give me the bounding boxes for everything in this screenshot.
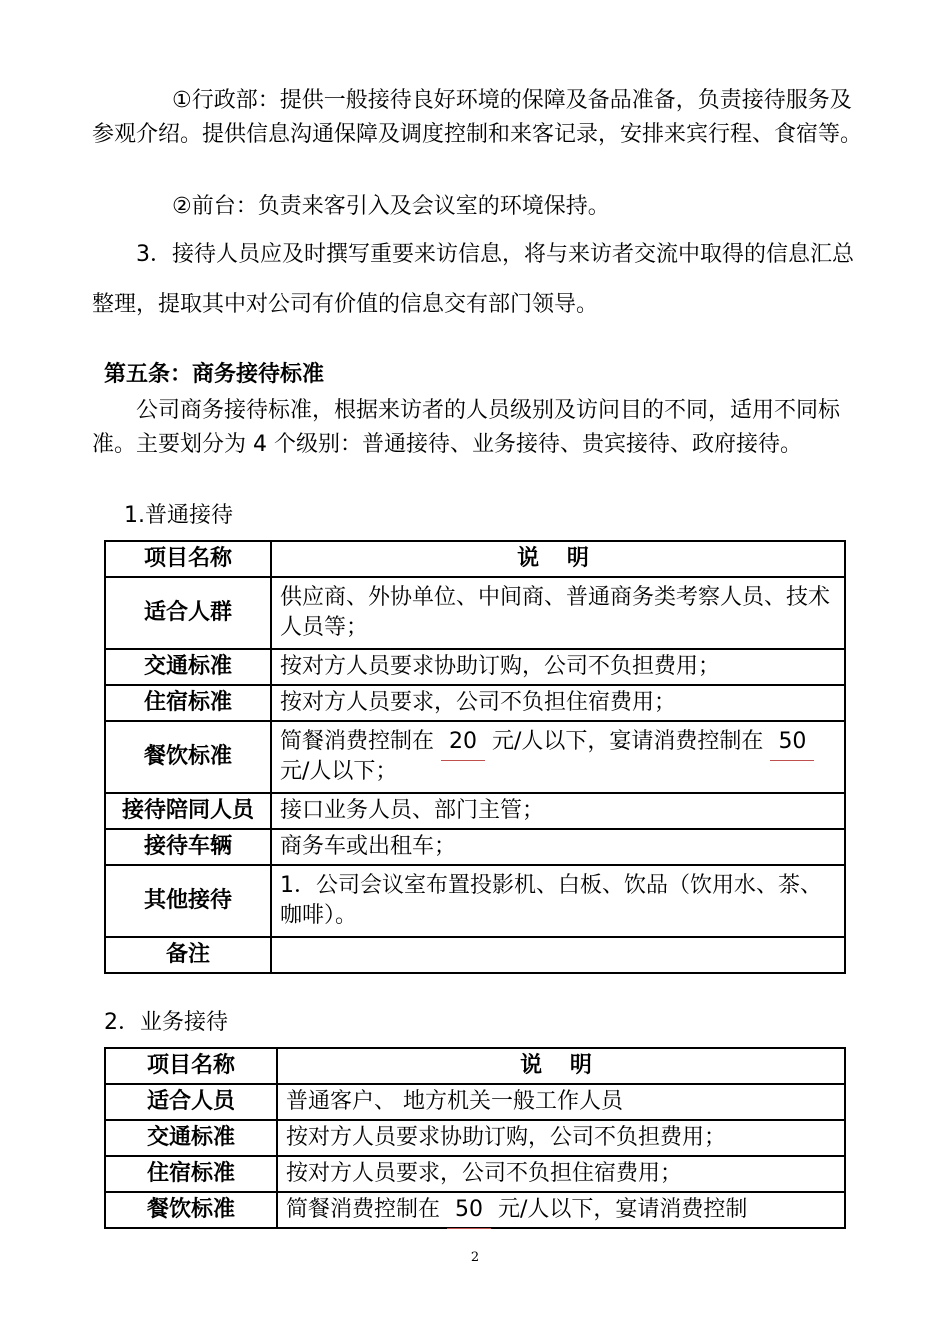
row-value: 1．公司会议室布置投影机、白板、饮品（饮用水、茶、咖啡）。 (271, 865, 845, 937)
row-key: 交通标准 (105, 649, 271, 685)
row-key: 住宿标准 (105, 1156, 277, 1192)
header-description: 说 明 (271, 541, 845, 577)
text-segment: 元/人以下，宴请消费控制在 (492, 729, 764, 754)
header-item-name: 项目名称 (105, 1048, 277, 1084)
row-value (277, 1192, 845, 1228)
paragraph-standards-intro: 公司商务接待标准，根据来访者的人员级别及访问目的不同，适用不同标准。主要划分为 4 个级别：普通接待、业务接待、贵宾接待、政府接待。 (92, 398, 841, 457)
table-row (105, 793, 845, 829)
paragraph-front-desk: ②前台：负责来客引入及会议室的环境保持。 (172, 194, 610, 219)
row-value: 供应商、外协单位、中间商、普通商务类考察人员、技术人员等； (271, 577, 845, 649)
row-value: 商务车或出租车； (271, 829, 845, 865)
row-key: 备注 (105, 937, 271, 973)
header-item-name: 项目名称 (105, 541, 271, 577)
row-key: 适合人员 (105, 1084, 277, 1120)
row-key: 接待陪同人员 (105, 793, 271, 829)
section-heading: 第五条：商务接待标准 (104, 362, 325, 387)
amount-value: 50 (447, 1195, 491, 1225)
row-key: 其他接待 (105, 865, 271, 937)
text-segment: 简餐消费控制在 (286, 1197, 441, 1222)
amount-value: 50 (770, 727, 814, 757)
text-segment: 简餐消费控制在 (280, 729, 435, 754)
table-business-reception (104, 1047, 846, 1229)
text-segment: 元/人以下； (280, 759, 398, 784)
row-value: 接口业务人员、部门主管； (271, 793, 845, 829)
row-value: 普通客户、 地方机关一般工作人员 (277, 1084, 845, 1120)
row-key: 交通标准 (105, 1120, 277, 1156)
table-header-row (105, 541, 845, 577)
row-value: 按对方人员要求，公司不负担住宿费用； (277, 1156, 845, 1192)
paragraph-admin-dept: ①行政部：提供一般接待良好环境的保障及备品准备，负责接待服务及参观介绍。提供信息沟通保障及调度控制和来客记录，安排来宾行程、食宿等。 (92, 88, 863, 147)
paragraph-item-3: 3．接待人员应及时撰写重要来访信息，将与来访者交流中取得的信息汇总整理，提取其中对公司有价值的信息交有部门领导。 (92, 242, 854, 317)
table-row (105, 685, 845, 721)
table-header-row (105, 1048, 845, 1084)
table-row (105, 937, 845, 973)
table-row (105, 577, 845, 649)
amount-value: 20 (441, 727, 485, 757)
row-value (271, 721, 845, 793)
table-row (105, 649, 845, 685)
table-row (105, 721, 845, 793)
row-value: 按对方人员要求，公司不负担住宿费用； (271, 685, 845, 721)
table-row (105, 1084, 845, 1120)
table-general-reception (104, 540, 846, 974)
row-value: 按对方人员要求协助订购，公司不负担费用； (271, 649, 845, 685)
table-row (105, 1120, 845, 1156)
table-row (105, 829, 845, 865)
subheading-general-reception: 1.普通接待 (124, 503, 233, 528)
row-key: 接待车辆 (105, 829, 271, 865)
header-description: 说 明 (277, 1048, 845, 1084)
row-key: 餐饮标准 (105, 721, 271, 793)
row-value (271, 937, 845, 973)
row-key: 适合人群 (105, 577, 271, 649)
page-number: 2 (470, 1250, 480, 1265)
row-key: 餐饮标准 (105, 1192, 277, 1228)
table-row (105, 1156, 845, 1192)
subheading-business-reception: 2．业务接待 (104, 1010, 228, 1035)
row-key: 住宿标准 (105, 685, 271, 721)
table-row (105, 865, 845, 937)
row-value: 按对方人员要求协助订购，公司不负担费用； (277, 1120, 845, 1156)
text-segment: 元/人以下，宴请消费控制 (498, 1197, 748, 1222)
table-row (105, 1192, 845, 1228)
